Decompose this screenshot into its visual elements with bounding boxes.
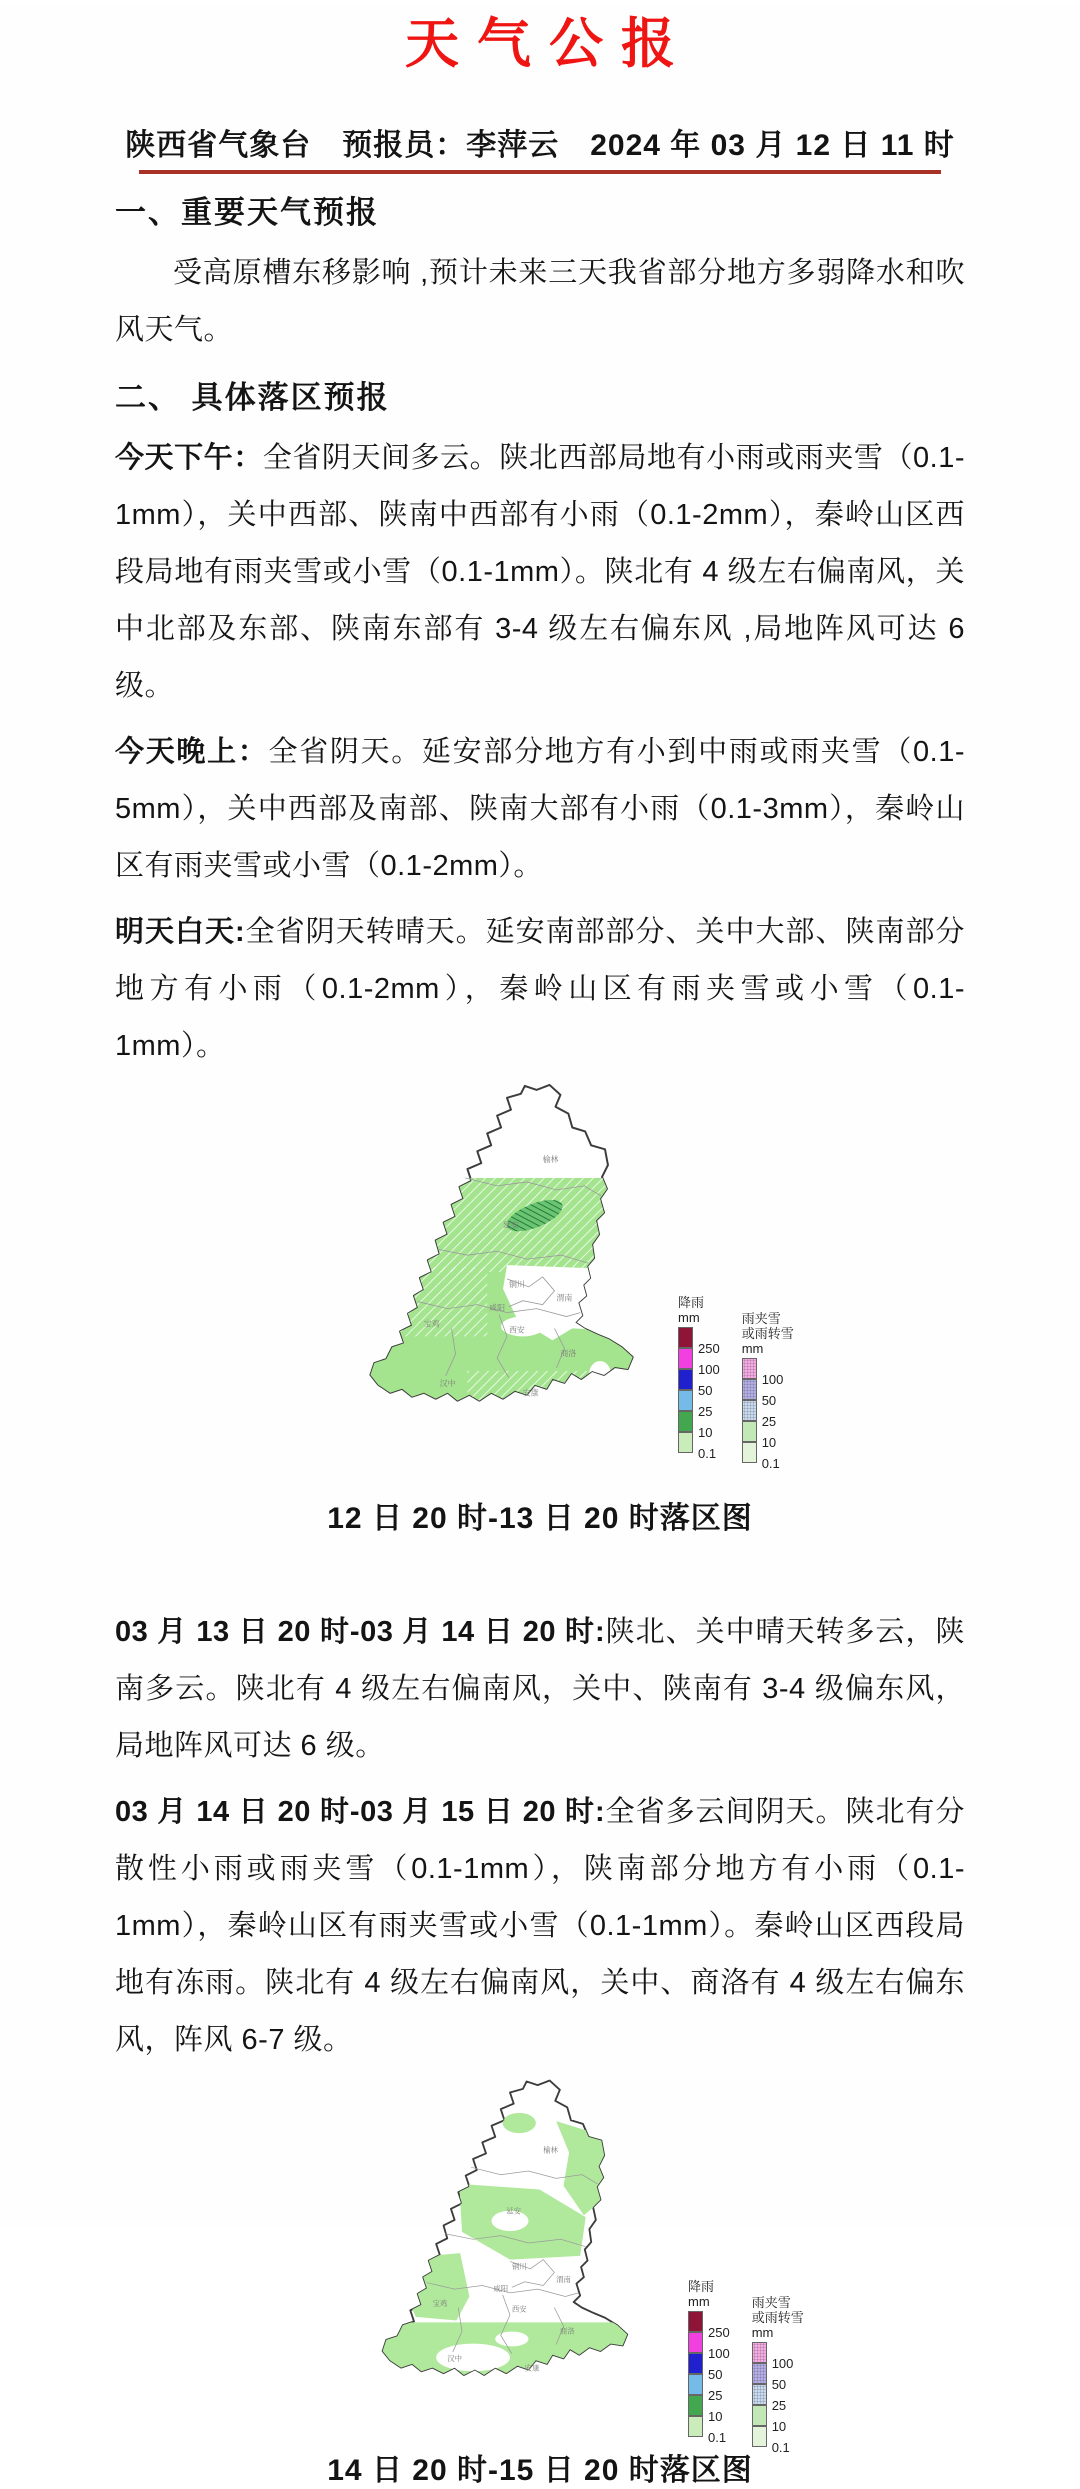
section1-heading: 一、重要天气预报 (115, 195, 379, 230)
forecast-paragraph-tomorrow (115, 904, 965, 1075)
legend-segment: 50 (752, 2364, 804, 2385)
sleet-legend (751, 2295, 804, 2455)
legend-segment: 25 (742, 1401, 794, 1422)
map2-caption: 14 日 20 时-15 日 20 时落区图 (327, 2454, 753, 2487)
paragraph-lead: 03 月 14 日 20 时-03 月 15 日 20 时: (115, 1796, 606, 1828)
paragraph-lead: 今天下午： (115, 442, 263, 474)
legend-segment: 100 (688, 2333, 730, 2354)
paragraph-text: 陕北、关中晴天转多云，陕南多云。陕北有 4 级左右偏南风，关中、陕南有 3-4 级偏东风，局地阵风可达 6 级。 (115, 1616, 965, 1762)
paragraph-text: 全省阴天。延安部分地方有小到中雨或雨夹雪（0.1-5mm），关中西部及南部、陕南大部有小雨（0.1-3mm），秦岭山区有雨夹雪或小雪（0.1-2mm）。 (115, 736, 965, 882)
legend-segment: 0.1 (688, 2417, 730, 2438)
paragraph-lead: 明天白天: (115, 916, 246, 948)
page-title: 天气公报 (405, 14, 693, 74)
rain-legend-bar (688, 2312, 730, 2445)
svg-text:商洛: 商洛 (559, 2326, 575, 2336)
bulletin-meta-line: 陕西省气象台 预报员：李萍云 2024 年 03 月 12 日 11 时 (125, 129, 955, 162)
legend-segment: 25 (678, 1391, 720, 1412)
weather-bulletin-page (0, 6, 1080, 2487)
legend-segment: 100 (678, 1349, 720, 1370)
svg-text:榆林: 榆林 (543, 2145, 558, 2155)
sleet-legend-title: 雨夹雪 或雨转雪 mm (751, 2295, 804, 2340)
paragraph-lead: 今天晚上： (115, 736, 269, 768)
legend-segment: 0.1 (752, 2427, 804, 2448)
paragraph-text: 全省多云间阴天。陕北有分散性小雨或雨夹雪（0.1-1mm），陕南部分地方有小雨（0.1-1mm），秦岭山区有雨夹雪或小雪（0.1-1mm）。秦岭山区西段局地有冻雨。陕北有 4 级左右偏南风，关中、商洛有 4 级左右偏东风，阵风 6-7 级。 (115, 1796, 965, 2056)
summary-paragraph: 受高原槽东移影响 ,预计未来三天我省部分地方多弱降水和吹风天气。 (115, 257, 965, 346)
rain-legend-bar (678, 1328, 720, 1461)
svg-text:汉中: 汉中 (447, 2354, 462, 2364)
svg-text:宝鸡: 宝鸡 (432, 2298, 448, 2308)
legend-segment: 250 (688, 2312, 730, 2333)
paragraph-lead: 03 月 13 日 20 时-03 月 14 日 20 时: (115, 1616, 606, 1648)
shaanxi-map-2 (360, 2075, 660, 2435)
svg-text:铜川: 铜川 (508, 1279, 525, 1289)
legend-segment: 25 (688, 2375, 730, 2396)
map1-legends (678, 1295, 794, 1471)
legend-segment: 10 (688, 2396, 730, 2417)
legend-segment: 100 (742, 1359, 794, 1380)
rain-legend (688, 2279, 730, 2445)
svg-text:咸阳: 咸阳 (489, 1303, 505, 1313)
sleet-legend-title: 雨夹雪 或雨转雪 mm (741, 1311, 794, 1356)
svg-text:延安: 延安 (503, 1220, 519, 1230)
legend-segment: 10 (742, 1422, 794, 1443)
sleet-legend-bar (752, 2343, 804, 2455)
svg-text:安康: 安康 (522, 1388, 539, 1398)
legend-segment: 50 (678, 1370, 720, 1391)
rain-legend-title: 降雨 mm (678, 1295, 705, 1325)
svg-text:西安: 西安 (508, 1325, 525, 1335)
forecast-paragraph-13th (115, 1604, 965, 1775)
legend-segment: 250 (678, 1328, 720, 1349)
sleet-legend (741, 1311, 794, 1471)
legend-segment: 0.1 (678, 1433, 720, 1454)
rain-legend-title: 降雨 mm (688, 2279, 715, 2309)
forecast-paragraph-14th (115, 1784, 965, 2069)
forecast-paragraph-tonight (115, 724, 965, 895)
precipitation-map-2 (0, 2079, 1080, 2455)
svg-text:安康: 安康 (524, 2363, 540, 2373)
rain-legend (678, 1295, 720, 1461)
precipitation-map-1 (0, 1079, 1080, 1471)
svg-text:商洛: 商洛 (560, 1349, 577, 1359)
svg-text:渭南: 渭南 (556, 2274, 571, 2284)
document-body (0, 190, 1080, 1075)
paragraph-text: 全省阴天转晴天。延安南部部分、关中大部、陕南部分地方有小雨（0.1-2mm），秦岭山区有雨夹雪或小雪（0.1-1mm）。 (115, 916, 965, 1062)
map1-caption: 12 日 20 时-13 日 20 时落区图 (327, 1502, 753, 1535)
svg-text:宝鸡: 宝鸡 (423, 1319, 440, 1329)
legend-segment: 100 (752, 2343, 804, 2364)
svg-text:咸阳: 咸阳 (493, 2284, 509, 2293)
forecast-paragraph-today-afternoon (115, 430, 965, 715)
spacer (0, 1537, 1080, 1595)
svg-text:延安: 延安 (506, 2206, 522, 2216)
svg-text:汉中: 汉中 (439, 1378, 456, 1388)
shaanxi-map-1 (348, 1079, 666, 1465)
legend-segment: 0.1 (742, 1443, 794, 1464)
sleet-legend-bar (742, 1359, 794, 1471)
svg-text:西安: 西安 (511, 2304, 527, 2314)
legend-segment: 25 (752, 2385, 804, 2406)
legend-segment: 50 (688, 2354, 730, 2375)
red-divider-rule (139, 170, 941, 174)
svg-text:铜川: 铜川 (511, 2261, 527, 2271)
legend-segment: 50 (742, 1380, 794, 1401)
svg-text:渭南: 渭南 (556, 1293, 573, 1303)
paragraph-text: 全省阴天间多云。陕北西部局地有小雨或雨夹雪（0.1-1mm），关中西部、陕南中西部有小雨（0.1-2mm），秦岭山区西段局地有雨夹雪或小雪（0.1-1mm）。陕北有 4 级左右偏南风，关中北部及东部、陕南东部有 3-4 级左右偏东风 ,局地阵风可达 6 级。 (115, 442, 965, 702)
document-body-continued (0, 1604, 1080, 2069)
section2-heading: 二、 具体落区预报 (115, 380, 390, 415)
svg-text:榆林: 榆林 (542, 1155, 559, 1165)
map2-legends (688, 2279, 804, 2455)
legend-segment: 10 (752, 2406, 804, 2427)
legend-segment: 10 (678, 1412, 720, 1433)
